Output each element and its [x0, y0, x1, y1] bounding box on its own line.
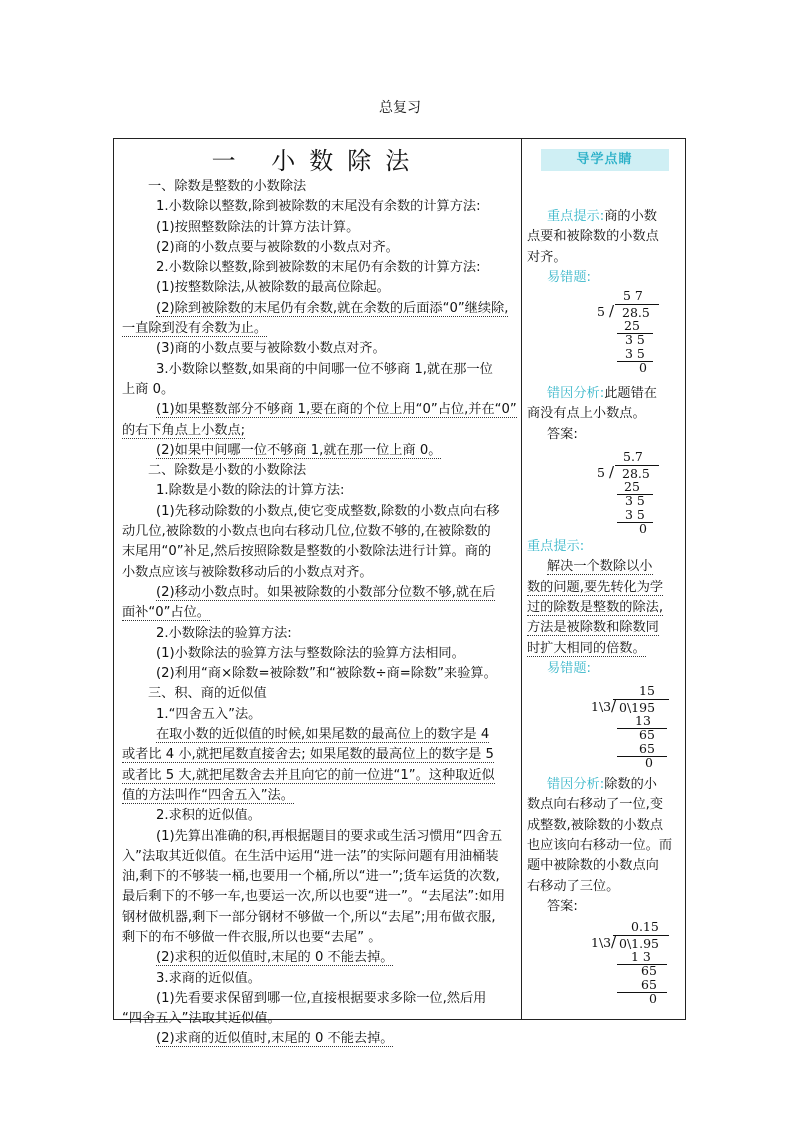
- text-line-content: 一、除数是整数的小数除法: [148, 179, 307, 194]
- text-line: [122, 989, 513, 1009]
- error-analysis-tag: 错因分析:: [547, 386, 605, 402]
- key-point-2-line: [527, 639, 682, 659]
- text-line: [122, 380, 513, 400]
- partial-product: 13: [635, 713, 651, 729]
- answer-label-2: 答案:: [547, 898, 578, 914]
- text-line-content: 油,剩下的不够装一桶,也要用一个桶,所以“进一”;货车运货的次数,: [122, 869, 500, 885]
- text-line: [122, 928, 513, 948]
- error-analysis-2: [527, 775, 682, 795]
- text-line-content: 2.小数除以整数,除到被除数的末尾仍有余数的计算方法:: [156, 260, 481, 276]
- text-line: [122, 624, 513, 644]
- key-point-text: 商的小数: [604, 209, 657, 224]
- text-line-content: (2)求积的近似值时,末尾的 0 不能去掉。: [156, 950, 394, 966]
- text-line: [122, 887, 513, 907]
- text-line-content: 剩下的布不够做一件衣服,所以也要“去尾” 。: [122, 929, 382, 945]
- text-line: [122, 522, 513, 542]
- text-line-content: (1)先算出准确的积,再根据题目的要求或生活习惯用“四舍五: [156, 828, 503, 844]
- error-question-tag: 易错题:: [547, 269, 592, 285]
- text-line: [122, 684, 513, 704]
- text-line: [122, 319, 513, 339]
- quotient: 0.15: [631, 919, 659, 935]
- text-line: [122, 705, 513, 725]
- text-line: [122, 421, 513, 441]
- partial-product: 65: [641, 977, 657, 993]
- text-line: [122, 664, 513, 684]
- text-line-content: 入”法取其近似值。在生活中运用“进一法”的实际问题有用油桶装: [122, 848, 499, 864]
- long-division-wrong: 5 7 5 / 28.5 25 3 5 3 5 0: [527, 288, 682, 372]
- remainder: 0: [639, 521, 647, 537]
- text-line-content: 三、积、商的近似值: [148, 686, 267, 702]
- text-line-content: 面补“0”占位。: [122, 605, 210, 621]
- text-line: [122, 481, 513, 501]
- text-line-content: 2.求积的近似值。: [156, 808, 261, 824]
- error-analysis-2-line: 右移动了三位。: [527, 878, 620, 894]
- text-line-content: (3)商的小数点要与被除数小数点对齐。: [156, 341, 386, 357]
- text-line-content: 二、除数是小数的小数除法: [148, 463, 307, 479]
- section-title: 一 小数除法: [211, 147, 424, 175]
- text-line: [122, 461, 513, 481]
- text-line-content: (1)如果整数部分不够商 1,要在商的个位上用“0”占位,并在“0”: [156, 402, 517, 418]
- key-point-2-line-text: 时扩大相同的倍数。: [527, 640, 646, 656]
- key-point-2-line-text: 方法是被除数和除数同: [527, 620, 659, 636]
- text-line: [122, 583, 513, 603]
- text-line-content: 在取小数的近似值的时候,如果尾数的最高位上的数字是 4: [156, 727, 490, 743]
- remainder: 3 5: [625, 332, 645, 348]
- error-analysis-2-line: 成整数,被除数的小数点: [527, 817, 664, 833]
- quotient: 5 7: [623, 288, 643, 304]
- key-point-2-line-text: 解决一个数除以小: [547, 559, 653, 575]
- text-line: [122, 644, 513, 664]
- error-analysis-1-line2: 商没有点上小数点。: [527, 406, 646, 422]
- long-division-correct-2: 0.15 1\3 / 0\1.95 1 3 65 65 0: [527, 917, 682, 1003]
- quotient: 5.7: [623, 449, 643, 465]
- text-line: [122, 258, 513, 278]
- text-line: [122, 400, 517, 420]
- text-line: [122, 278, 513, 298]
- long-division-correct: 5.7 5 / 28.5 25 3 5 3 5 0: [527, 445, 682, 537]
- key-point-2-text: [527, 557, 682, 658]
- text-line: [122, 1029, 513, 1049]
- text-line-content: (2)商的小数点要与被除数的小数点对齐。: [156, 239, 399, 255]
- text-line-content: 1.小数除以整数,除到被除数的末尾没有余数的计算方法:: [156, 199, 481, 215]
- remainder: 0: [649, 991, 657, 1007]
- text-line-content: (2)求商的近似值时,末尾的 0 不能去掉。: [156, 1031, 394, 1047]
- error-analysis-1: [527, 384, 682, 404]
- key-point-2-line: [527, 578, 682, 598]
- divisor: 1\3: [591, 699, 612, 715]
- remainder: 65: [639, 727, 655, 743]
- divisor: 5: [597, 465, 605, 481]
- page-header: 总复习: [379, 100, 421, 116]
- remainder: 0: [639, 360, 647, 376]
- key-point-2-line-text: 过的除数是整数的除法,: [527, 599, 664, 615]
- error-analysis-tag: 错因分析:: [547, 777, 605, 793]
- partial-product: 3 5: [625, 507, 645, 523]
- text-line-content: 1.“四舍五入”法。: [156, 706, 262, 722]
- text-line: [122, 806, 513, 826]
- error-analysis-2-line: 数点向右移动了一位,变: [527, 797, 664, 813]
- content-table: [113, 138, 686, 1047]
- text-line-content: (1)先移动除数的小数点,使它变成整数,除数的小数点向右移: [156, 503, 500, 519]
- partial-product: 65: [639, 741, 655, 757]
- key-point-2-line: [527, 618, 682, 638]
- text-line-content: 钢材做机器,剩下一部分钢材不够做一个,所以“去尾”;用布做衣服,: [122, 909, 496, 925]
- text-line: [122, 725, 513, 745]
- text-line: [122, 360, 513, 380]
- key-point-2-line: [527, 557, 682, 577]
- text-line-content: 1.除数是小数的除法的计算方法:: [156, 483, 345, 499]
- text-line-content: (2)利用“商×除数=被除数”和“被除数÷商=除数”来验算。: [156, 666, 497, 682]
- text-line-content: 小数点应该与被除数移动后的小数点对齐。: [122, 564, 373, 580]
- dividend: 28.5: [622, 466, 650, 482]
- partial-product: 25: [624, 479, 640, 495]
- text-line-content: (1)按整数除法,从被除数的最高位除起。: [156, 280, 390, 296]
- text-line: [122, 827, 513, 847]
- text-line: [122, 603, 513, 623]
- answer-label: 答案:: [547, 426, 578, 442]
- error-analysis-2-text: [527, 795, 682, 896]
- text-line-content: (1)小数除法的验算方法与整数除法的验算方法相同。: [156, 645, 465, 661]
- main-text: [122, 177, 517, 1050]
- text-line: [122, 197, 513, 217]
- text-line-content: (2)移动小数点时。如果被除数的小数部分位数不够,就在后: [156, 584, 496, 600]
- key-point-tag: 重点提示:: [547, 209, 605, 224]
- dividend: 0\1.95: [619, 936, 659, 952]
- text-line-content: 或者比 5 大,就把尾数舍去并且向它的前一位进“1”。这种取近似: [122, 767, 495, 783]
- text-line-content: 动几位,被除数的小数点也向右移动几位,位数不够的,在被除数的: [122, 524, 491, 540]
- remainder: 65: [641, 963, 657, 979]
- text-line-content: 最后剩下的不够一车,也要运一次,所以也要“进一”。“去尾法”:如用: [122, 889, 506, 905]
- error-question-tag-2: 易错题:: [547, 660, 592, 676]
- dividend: 0\195: [619, 700, 656, 716]
- text-line-content: “四舍五入”法取其近似值。: [122, 1011, 281, 1027]
- text-line: [122, 238, 513, 258]
- text-line: [122, 339, 513, 359]
- text-line: [122, 177, 513, 197]
- error-analysis-2-line: 题中被除数的小数点向: [527, 858, 659, 874]
- key-point-1: [527, 207, 682, 227]
- column-divider: [521, 139, 522, 1019]
- key-point-2-tag: 重点提示:: [527, 539, 585, 555]
- text-line-content: 值的方法叫作“四舍五入”法。: [122, 787, 294, 803]
- remainder: 3 5: [625, 493, 645, 509]
- text-line: [122, 502, 513, 522]
- text-line: [122, 847, 513, 867]
- error-analysis-2-line: 也应该向右移动一位。而: [527, 838, 673, 854]
- side-column: [523, 139, 686, 1007]
- text-line-content: (1)先看要求保留到哪一位,直接根据要求多除一位,然后用: [156, 990, 487, 1006]
- text-line: [122, 218, 513, 238]
- partial-product: 3 5: [625, 346, 645, 362]
- text-line: [122, 867, 513, 887]
- error-analysis-text: 此题错在: [604, 386, 657, 402]
- text-line-content: (2)如果中间哪一位不够商 1,就在那一位上商 0。: [156, 442, 442, 458]
- dividend: 28.5: [622, 305, 650, 321]
- guide-badge: 导学点睛: [541, 149, 669, 171]
- text-line: [122, 786, 513, 806]
- text-line-content: 2.小数除法的验算方法:: [156, 625, 292, 641]
- key-point-2-line: [527, 598, 682, 618]
- text-line: [122, 745, 513, 765]
- text-line: [122, 948, 513, 968]
- key-point-2-line-text: 数的问题,要先转化为学: [527, 579, 664, 595]
- error-analysis-text: 除数的小: [604, 777, 657, 793]
- text-line-content: (1)按照整数除法的计算方法计算。: [156, 219, 360, 235]
- text-line-content: 的右下角点上小数点;: [122, 422, 246, 438]
- partial-product: 25: [624, 318, 640, 334]
- key-point-1-line2: 点要和被除数的小数点: [527, 229, 659, 245]
- text-line-content: (2)除到被除数的末尾仍有余数,就在余数的后面添“0”继续除,: [156, 300, 509, 316]
- text-line: [122, 766, 513, 786]
- key-point-1-line3: 对齐。: [527, 249, 567, 265]
- long-division-wrong-2: 15 1\3 / 0\195 13 65 65 0: [527, 679, 682, 765]
- text-line: [122, 908, 513, 928]
- text-line: [122, 441, 513, 461]
- divisor: 5: [597, 304, 605, 320]
- text-line: [122, 1009, 513, 1029]
- quotient: 15: [639, 683, 655, 699]
- text-line-content: 上商 0。: [122, 381, 175, 397]
- text-line: [122, 969, 513, 989]
- text-line-content: 3.小数除以整数,如果商的中间哪一位不够商 1,就在那一位: [156, 361, 493, 377]
- text-line-content: 末尾用“0”补足,然后按照除数是整数的小数除法进行计算。商的: [122, 544, 492, 560]
- text-line-content: 或者比 4 小,就把尾数直接舍去; 如果尾数的最高位上的数字是 5: [122, 747, 494, 763]
- divisor: 1\3: [591, 935, 612, 951]
- remainder: 0: [645, 755, 653, 771]
- text-line: [122, 542, 513, 562]
- text-line: [122, 563, 513, 583]
- partial-product: 1 3: [631, 949, 651, 965]
- text-line-content: 3.求商的近似值。: [156, 970, 261, 986]
- text-line: [122, 299, 513, 319]
- main-column: [114, 139, 521, 1050]
- text-line-content: 一直除到没有余数为止。: [122, 321, 268, 337]
